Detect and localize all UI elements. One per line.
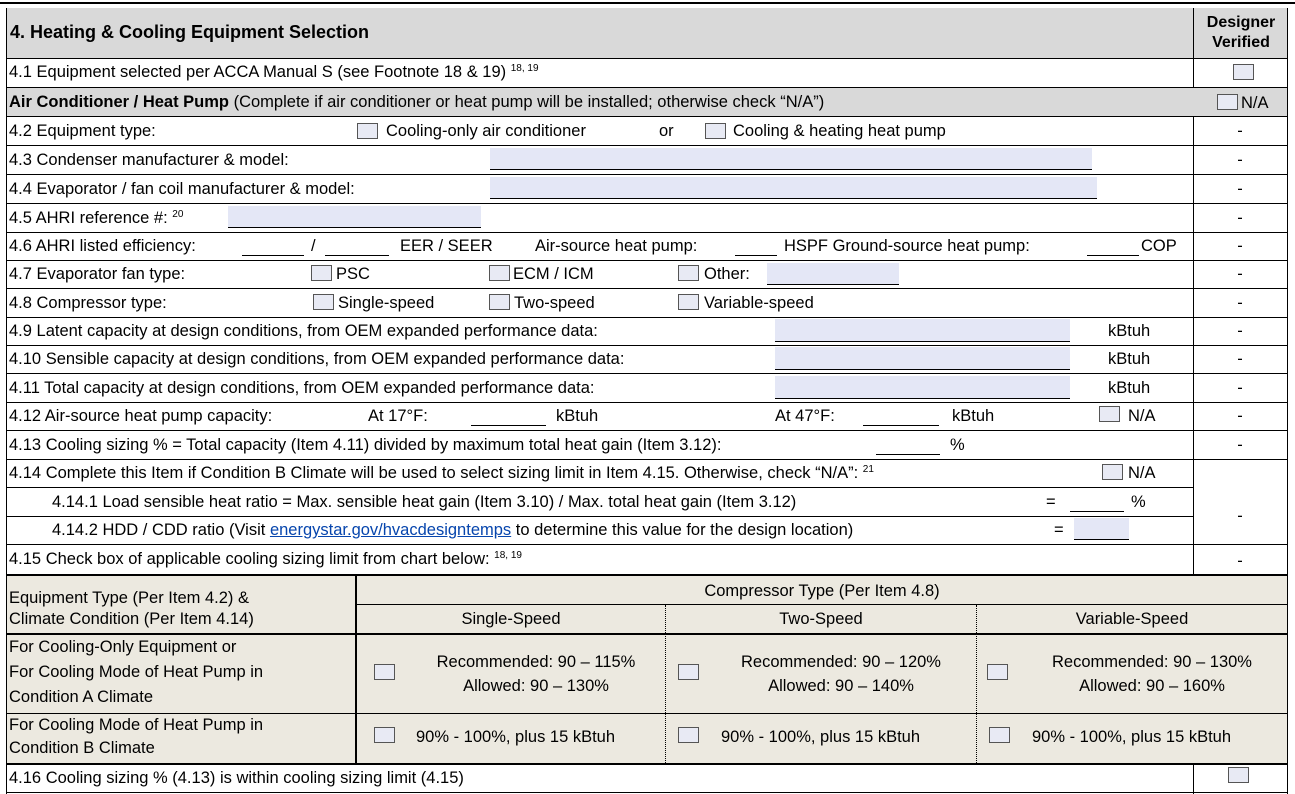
row-rule xyxy=(6,116,1288,117)
ac-na-checkbox[interactable] xyxy=(1217,94,1238,110)
item-4-6-verified: - xyxy=(1237,237,1243,255)
psc-checkbox[interactable] xyxy=(311,265,332,281)
item-4-10-verified: - xyxy=(1237,350,1243,368)
item-4-1-verified-checkbox[interactable] xyxy=(1233,64,1254,80)
hdd-cdd-equals: = xyxy=(1054,521,1064,539)
ashp-label: Air-source heat pump: xyxy=(535,237,698,255)
hspf-label: HSPF Ground-source heat pump: xyxy=(784,237,1030,255)
condition-a-label-2: For Cooling Mode of Heat Pump in xyxy=(9,663,264,681)
a3-recommended: Recommended: 90 – 130% xyxy=(1052,653,1252,671)
two-speed-checkbox[interactable] xyxy=(489,294,510,310)
section-title: 4. Heating & Cooling Equipment Selection xyxy=(10,22,370,42)
ac-section-heading xyxy=(9,94,824,111)
two-speed-col-head: Two-Speed xyxy=(779,610,863,628)
a2-allowed: Allowed: 90 – 140% xyxy=(768,677,914,695)
eer-seer-label: EER / SEER xyxy=(400,237,493,255)
item-4-11-label: 4.11 Total capacity at design conditions, from OEM expanded performance data: xyxy=(9,379,595,397)
compressor-type-head: Compressor Type (Per Item 4.8) xyxy=(704,582,940,600)
item-4-16-verified-checkbox[interactable] xyxy=(1228,767,1249,783)
row-rule xyxy=(6,145,1288,146)
item-4-15-verified: - xyxy=(1237,552,1243,570)
a1-recommended: Recommended: 90 – 115% xyxy=(436,653,636,671)
hdd-cdd-ratio-input[interactable] xyxy=(1074,518,1129,540)
condition-a-two-speed-checkbox[interactable] xyxy=(678,664,699,680)
footnote-ref: 21 xyxy=(862,464,874,475)
item-4-12-verified: - xyxy=(1237,407,1243,425)
item-4-13-label: 4.13 Cooling sizing % = Total capacity (Item 4.11) divided by maximum total heat gain (Item 3.12): xyxy=(9,436,722,454)
b2-limit: 90% - 100%, plus 15 kBtuh xyxy=(721,728,921,746)
hspf-input[interactable] xyxy=(735,236,777,256)
slash-text: / xyxy=(311,237,316,255)
ac-section-bold: Air Conditioner / Heat Pump xyxy=(9,93,230,111)
capacity-47f-input[interactable] xyxy=(863,406,939,426)
condition-b-label-2: Condition B Climate xyxy=(9,739,155,757)
seer-input[interactable] xyxy=(325,236,389,256)
item-4-9-verified: - xyxy=(1237,322,1243,340)
condition-a-variable-speed-checkbox[interactable] xyxy=(987,664,1008,680)
cooling-only-ac-checkbox[interactable] xyxy=(357,123,378,139)
row-rule xyxy=(6,544,1288,545)
item-4-9-label: 4.9 Latent capacity at design conditions, from OEM expanded performance data: xyxy=(9,322,598,340)
condition-b-na-checkbox[interactable] xyxy=(1102,464,1123,480)
item-4-7-label: 4.7 Evaporator fan type: xyxy=(9,265,186,283)
cooling-only-ac-label: Cooling-only air conditioner xyxy=(386,122,586,140)
item-4-15-text: 4.15 Check box of applicable cooling sizing limit from chart below: xyxy=(9,550,490,568)
top-rule xyxy=(0,2,1295,4)
unit-17f: kBtuh xyxy=(556,407,599,425)
frame-right xyxy=(1287,8,1288,794)
b3-limit: 90% - 100%, plus 15 kBtuh xyxy=(1032,728,1232,746)
unit-47f: kBtuh xyxy=(952,407,995,425)
condition-b-na-label: N/A xyxy=(1128,464,1156,482)
latent-unit: kBtuh xyxy=(1108,322,1151,340)
single-speed-label: Single-speed xyxy=(338,294,435,312)
footnote-ref: 18, 19 xyxy=(494,550,522,561)
condition-a-label-1: For Cooling-Only Equipment or xyxy=(9,638,237,656)
row-rule xyxy=(6,516,1193,517)
item-4-11-verified: - xyxy=(1237,379,1243,397)
condition-a-single-speed-checkbox[interactable] xyxy=(374,664,395,680)
row-rule xyxy=(6,260,1288,261)
condition-b-two-speed-checkbox[interactable] xyxy=(678,727,699,743)
ashp-capacity-na-checkbox[interactable] xyxy=(1099,406,1120,422)
total-capacity-input[interactable] xyxy=(775,376,1070,399)
item-4-5-verified: - xyxy=(1237,209,1243,227)
a2-recommended: Recommended: 90 – 120% xyxy=(741,653,941,671)
variable-speed-checkbox[interactable] xyxy=(678,294,699,310)
row-rule xyxy=(6,459,1288,460)
single-speed-checkbox[interactable] xyxy=(313,294,334,310)
energystar-link[interactable]: energystar.gov/hvacdesigntemps xyxy=(269,521,512,539)
chart-divider xyxy=(6,763,1288,765)
a1-allowed: Allowed: 90 – 130% xyxy=(463,677,609,695)
verified-col-divider-bottom xyxy=(1193,764,1194,794)
row-rule xyxy=(6,232,1288,233)
variable-speed-label: Variable-speed xyxy=(704,294,814,312)
heat-pump-checkbox[interactable] xyxy=(705,123,726,139)
chart-divider xyxy=(6,713,1288,714)
row-rule xyxy=(6,317,1288,318)
item-4-14-1-label: 4.14.1 Load sensible heat ratio = Max. sensible heat gain (Item 3.10) / Max. total heat gain (Item 3.12) xyxy=(52,493,797,511)
shr-pct: % xyxy=(1131,493,1146,511)
item-4-7-verified: - xyxy=(1237,265,1243,283)
a3-allowed: Allowed: 90 – 160% xyxy=(1079,677,1225,695)
condenser-model-input[interactable] xyxy=(490,148,1092,170)
b1-limit: 90% - 100%, plus 15 kBtuh xyxy=(416,728,616,746)
shr-equals: = xyxy=(1046,493,1056,511)
item-4-16-label: 4.16 Cooling sizing % (4.13) is within cooling sizing limit (4.15) xyxy=(9,769,464,787)
item-4-10-label: 4.10 Sensible capacity at design conditions, from OEM expanded performance data: xyxy=(9,350,625,368)
item-4-3-verified: - xyxy=(1237,151,1243,169)
hdd-cdd-pre: 4.14.2 HDD / CDD ratio (Visit xyxy=(52,521,270,539)
at-47f-label: At 47°F: xyxy=(775,407,835,425)
ahri-reference-input[interactable] xyxy=(228,206,481,228)
item-4-2-verified: - xyxy=(1237,122,1243,140)
row-rule xyxy=(6,288,1288,289)
footnote-ref: 18, 19 xyxy=(510,63,539,74)
sensible-capacity-input[interactable] xyxy=(775,347,1070,370)
row-rule xyxy=(6,402,1288,403)
item-4-14-verified: - xyxy=(1237,507,1243,525)
item-4-2-label: 4.2 Equipment type: xyxy=(9,122,156,140)
chart-divider xyxy=(355,604,1287,605)
item-4-14-label xyxy=(9,465,874,482)
item-4-14-text: 4.14 Complete this Item if Condition B Climate will be used to select sizing limit in Item 4.15. Otherwise, check “N/A”: xyxy=(9,464,859,482)
single-speed-col-head: Single-Speed xyxy=(461,610,561,628)
ashp-capacity-na-label: N/A xyxy=(1128,407,1156,425)
item-4-13-verified: - xyxy=(1237,436,1243,454)
ecm-label: ECM / ICM xyxy=(513,265,594,283)
item-4-12-label: 4.12 Air-source heat pump capacity: xyxy=(9,407,273,425)
item-4-14-2-label xyxy=(52,522,853,539)
condition-a-label-3: Condition A Climate xyxy=(9,688,153,706)
at-17f-label: At 17°F: xyxy=(368,407,428,425)
condition-b-single-speed-checkbox[interactable] xyxy=(374,727,395,743)
row-rule xyxy=(6,487,1193,488)
two-speed-label: Two-speed xyxy=(514,294,595,312)
cooling-sizing-pct-input[interactable] xyxy=(876,435,940,455)
item-4-8-label: 4.8 Compressor type: xyxy=(9,294,167,312)
hdd-cdd-post: to determine this value for the design location) xyxy=(511,521,854,539)
or-text: or xyxy=(659,122,674,140)
designer-verified-header: Designer Verified xyxy=(1206,14,1276,51)
item-4-5-text: 4.5 AHRI reference #: xyxy=(9,209,168,227)
item-4-15-label xyxy=(9,551,522,568)
other-fan-input[interactable] xyxy=(767,263,899,285)
ecm-checkbox[interactable] xyxy=(489,265,510,281)
other-fan-checkbox[interactable] xyxy=(678,265,699,281)
ac-section-note: (Complete if air conditioner or heat pump will be installed; otherwise check “N/A”) xyxy=(229,93,825,111)
row-rule xyxy=(6,373,1288,374)
capacity-17f-input[interactable] xyxy=(471,406,546,426)
item-4-4-verified: - xyxy=(1237,180,1243,198)
sensible-unit: kBtuh xyxy=(1108,350,1151,368)
condition-b-variable-speed-checkbox[interactable] xyxy=(989,727,1010,743)
footnote-ref: 20 xyxy=(172,209,184,220)
shr-input[interactable] xyxy=(1070,492,1124,512)
item-4-6-label: 4.6 AHRI listed efficiency: xyxy=(9,237,196,255)
cop-input[interactable] xyxy=(1087,236,1139,256)
row-rule xyxy=(6,792,1288,793)
total-unit: kBtuh xyxy=(1108,379,1151,397)
chart-left-head-2: Climate Condition (Per Item 4.14) xyxy=(9,610,254,628)
row-rule xyxy=(6,345,1288,346)
item-4-1-label xyxy=(9,64,539,81)
latent-capacity-input[interactable] xyxy=(775,319,1070,342)
chart-divider xyxy=(6,633,1288,635)
row-rule xyxy=(6,430,1288,431)
item-4-8-verified: - xyxy=(1237,294,1243,312)
evaporator-model-input[interactable] xyxy=(490,177,1097,199)
row-rule xyxy=(6,174,1288,175)
chart-divider xyxy=(976,605,977,763)
chart-left-head-1: Equipment Type (Per Item 4.2) & xyxy=(9,589,249,607)
item-4-5-label xyxy=(9,210,183,227)
cop-label: COP xyxy=(1141,237,1177,255)
previous-page-header-fragment xyxy=(0,0,1295,8)
condition-b-label-1: For Cooling Mode of Heat Pump in xyxy=(9,716,264,734)
eer-input[interactable] xyxy=(242,236,304,256)
ac-na-label: N/A xyxy=(1241,94,1269,112)
variable-speed-col-head: Variable-Speed xyxy=(1075,610,1189,628)
cooling-sizing-pct-unit: % xyxy=(950,436,965,454)
row-rule xyxy=(6,203,1288,204)
item-4-3-label: 4.3 Condenser manufacturer & model: xyxy=(9,151,289,169)
row-rule xyxy=(6,58,1288,59)
psc-label: PSC xyxy=(336,265,370,283)
item-4-4-label: 4.4 Evaporator / fan coil manufacturer & model: xyxy=(9,180,355,198)
heat-pump-label: Cooling & heating heat pump xyxy=(733,122,946,140)
other-fan-label: Other: xyxy=(704,265,750,283)
item-4-1-text: 4.1 Equipment selected per ACCA Manual S (see Footnote 18 & 19) xyxy=(9,63,507,81)
